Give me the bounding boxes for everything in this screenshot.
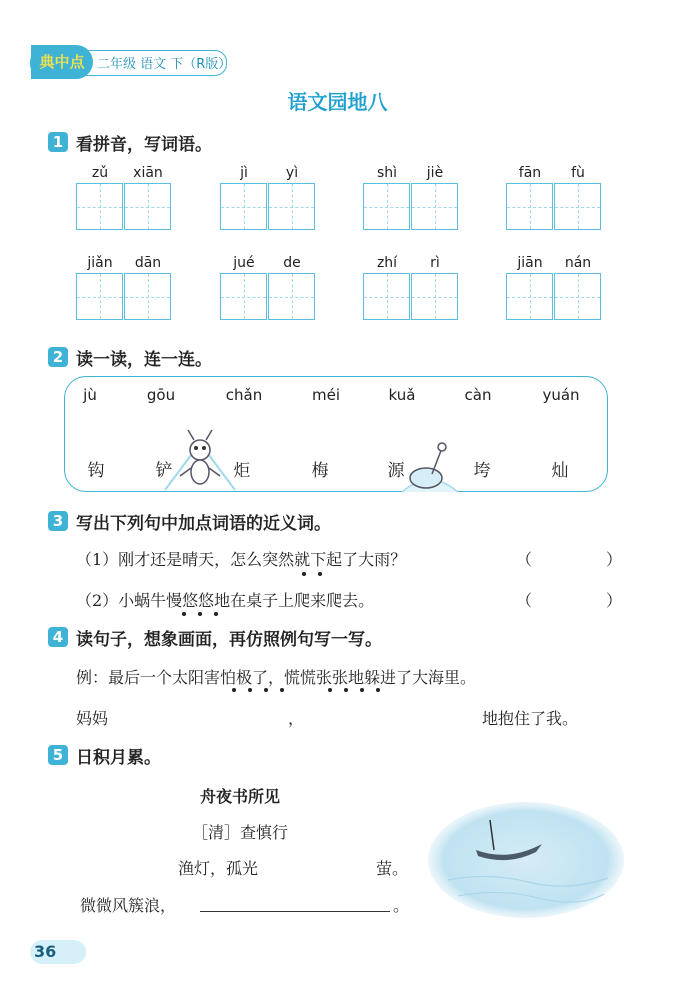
pinyin-label: jì	[240, 165, 248, 181]
brand-logo: 典中点	[31, 45, 93, 79]
emphasis-dot	[360, 688, 364, 692]
pinyin-word-group	[363, 165, 459, 235]
emphasis-dot	[318, 572, 322, 576]
match-pinyin-item[interactable]: jù	[83, 386, 97, 404]
question-number-5: 5	[48, 745, 68, 765]
pinyin-label: fù	[571, 165, 585, 181]
match-char-item[interactable]: 炬	[233, 461, 251, 481]
pinyin-word-group	[76, 165, 172, 235]
question-3-text: 写出下列句中加点词语的近义词。	[76, 514, 331, 534]
match-char-item[interactable]: 灿	[551, 461, 569, 481]
pinyin-label: fān	[518, 165, 542, 181]
match-pinyin-item[interactable]: càn	[464, 386, 492, 404]
match-char-item[interactable]: 钩	[87, 461, 105, 481]
tianzige-box[interactable]	[268, 273, 315, 320]
boat-illustration	[428, 800, 624, 920]
emphasis-dot	[264, 688, 268, 692]
q4-line-end: 地抱住了我。	[482, 709, 579, 728]
tianzige-box[interactable]	[411, 183, 458, 230]
poem-line-2-end: 。	[393, 896, 410, 915]
emphasis-dot	[182, 612, 186, 616]
tianzige-box[interactable]	[220, 183, 267, 230]
emphasis-dot	[344, 688, 348, 692]
q3-answer-1-open: （	[516, 550, 533, 569]
q3-answer-1-close: ）	[606, 550, 623, 569]
match-pinyin-item[interactable]: kuǎ	[388, 386, 416, 404]
emphasis-dot	[376, 688, 380, 692]
question-2-text: 读一读，连一连。	[76, 350, 212, 370]
tianzige-box[interactable]	[124, 273, 171, 320]
match-pinyin-item[interactable]: gōu	[146, 386, 176, 404]
page-title: 语文园地八	[287, 90, 388, 114]
pinyin-label: jiān	[517, 255, 543, 271]
pinyin-word-group	[76, 255, 172, 325]
pinyin-label: rì	[430, 255, 440, 271]
pinyin-label: dān	[134, 255, 162, 271]
question-number-4: 4	[48, 627, 68, 647]
pinyin-word-group	[220, 255, 316, 325]
tianzige-box[interactable]	[76, 183, 123, 230]
poem-title: 舟夜书所见	[200, 787, 281, 806]
tianzige-box[interactable]	[220, 273, 267, 320]
emphasis-dot	[232, 688, 236, 692]
q3-sentence-1: （1）刚才还是晴天，怎么突然就下起了大雨？	[76, 550, 407, 569]
q3-answer-2-close: ）	[606, 591, 623, 610]
emphasis-dot	[302, 572, 306, 576]
header-subject: 二年级 语文 下（R版）	[97, 57, 232, 72]
match-char-item[interactable]: 梅	[311, 461, 329, 481]
tianzige-box[interactable]	[76, 273, 123, 320]
ant-illustration	[160, 428, 240, 494]
question-4-text: 读句子，想象画面，再仿照例句写一写。	[76, 630, 382, 650]
poem-author: ［清］查慎行	[192, 823, 289, 842]
pinyin-label: zǔ	[91, 165, 109, 181]
question-number-2: 2	[48, 347, 68, 367]
poem-line-2: 微微风簇浪，	[80, 896, 177, 915]
poem-line-1a: 渔灯，孤光	[178, 859, 259, 878]
pinyin-label: xiān	[133, 165, 163, 181]
emphasis-dot	[328, 688, 332, 692]
emphasis-dot	[214, 612, 218, 616]
q3-answer-2-open: （	[516, 591, 533, 610]
pinyin-label: jiǎn	[87, 255, 113, 271]
emphasis-dot	[248, 688, 252, 692]
tianzige-box[interactable]	[554, 273, 601, 320]
emphasis-dot	[280, 688, 284, 692]
pinyin-label: shì	[376, 165, 398, 181]
q4-line-start: 妈妈	[76, 709, 109, 728]
pinyin-word-group	[506, 255, 602, 325]
pinyin-label: yì	[285, 165, 299, 181]
pinyin-word-group	[220, 165, 316, 235]
tianzige-box[interactable]	[554, 183, 601, 230]
tianzige-box[interactable]	[268, 183, 315, 230]
header-tag	[30, 50, 232, 76]
emphasis-dot	[198, 612, 202, 616]
pinyin-word-group	[363, 255, 459, 325]
match-pinyin-item[interactable]: yuán	[542, 386, 580, 404]
tianzige-box[interactable]	[363, 273, 410, 320]
q4-example: 例：最后一个太阳害怕极了，慌慌张张地躲进了大海里。	[76, 668, 477, 687]
tianzige-box[interactable]	[506, 273, 553, 320]
poem-line-1b: 萤。	[376, 859, 409, 878]
pinyin-label: de	[283, 255, 301, 271]
pinyin-label: zhí	[376, 255, 398, 271]
match-pinyin-item[interactable]: chǎn	[225, 386, 263, 404]
question-1-text: 看拼音，写词语。	[76, 135, 212, 155]
snail-illustration	[400, 438, 460, 494]
tianzige-box[interactable]	[124, 183, 171, 230]
question-number-3: 3	[48, 511, 68, 531]
tianzige-box[interactable]	[506, 183, 553, 230]
pinyin-word-group	[506, 165, 602, 235]
question-5-text: 日积月累。	[76, 748, 161, 768]
match-char-item[interactable]: 铲	[155, 461, 173, 481]
question-number-1: 1	[48, 132, 68, 152]
poem-answer-blank[interactable]	[200, 893, 390, 912]
match-char-item[interactable]: 源	[387, 461, 405, 481]
tianzige-box[interactable]	[411, 273, 458, 320]
tianzige-box[interactable]	[363, 183, 410, 230]
match-pinyin-item[interactable]: méi	[311, 386, 340, 404]
pinyin-label: jué	[233, 255, 255, 271]
page-number: 36	[34, 942, 57, 961]
q3-sentence-2: （2）小蜗牛慢悠悠地在桌子上爬来爬去。	[76, 591, 375, 610]
pinyin-label: jiè	[426, 165, 444, 181]
match-char-item[interactable]: 垮	[473, 461, 491, 481]
q4-comma: ，	[288, 709, 305, 728]
pinyin-label: nán	[564, 255, 592, 271]
